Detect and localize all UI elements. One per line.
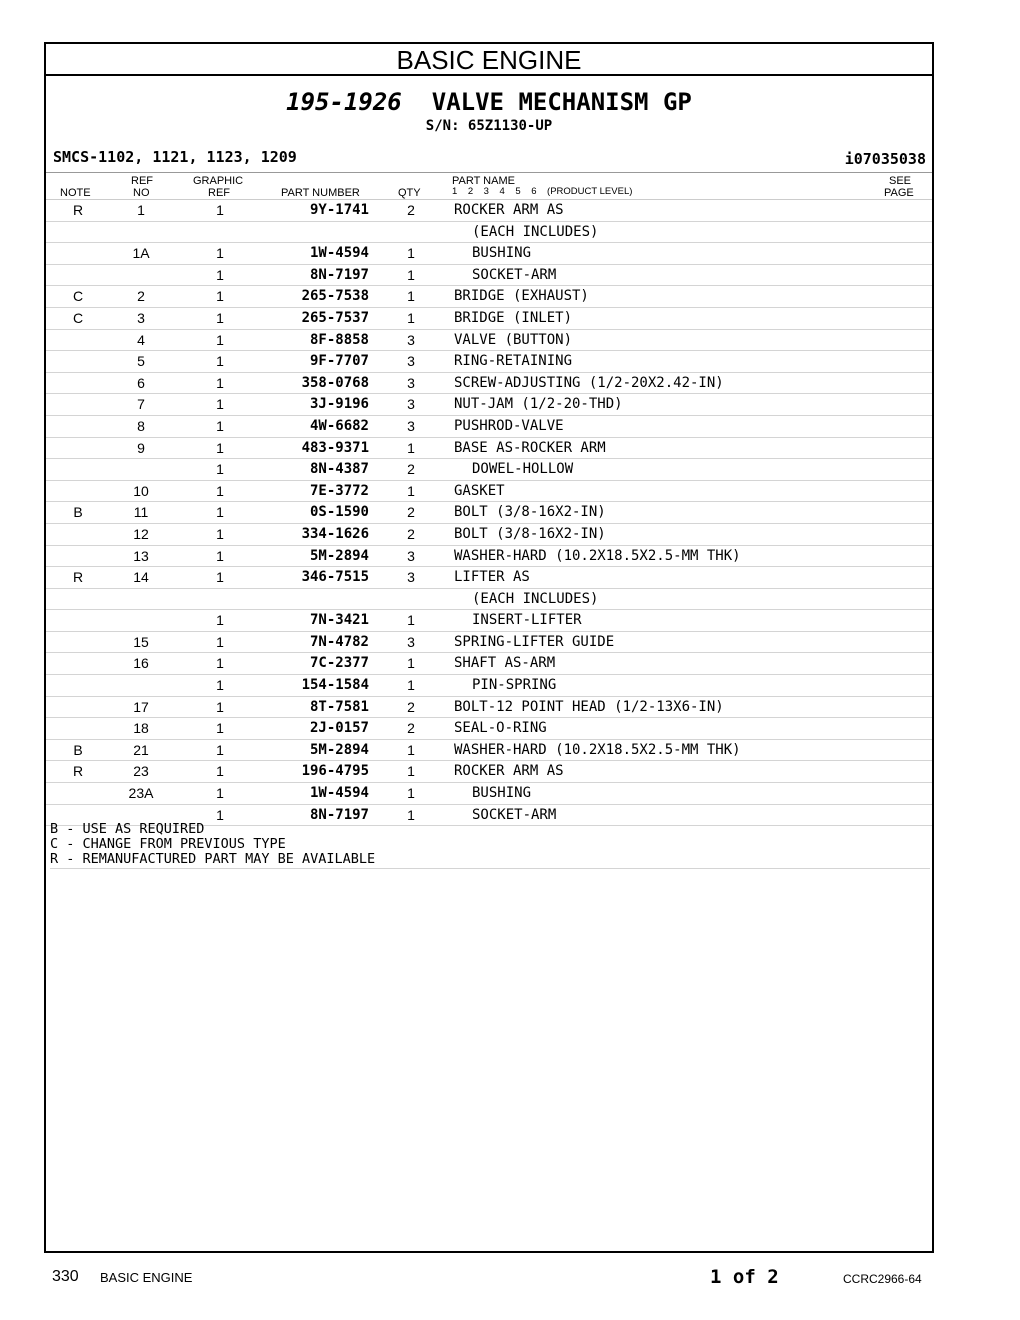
part-name-cell: LIFTER AS bbox=[454, 569, 530, 586]
ref-no-cell: 7 bbox=[137, 396, 145, 413]
graphic-ref-cell: 1 bbox=[216, 396, 224, 413]
note-cell: C bbox=[72, 288, 84, 305]
graphic-ref-cell: 1 bbox=[216, 677, 224, 694]
ref-no-cell: 8 bbox=[137, 417, 145, 434]
ref-no-cell: 10 bbox=[133, 482, 149, 499]
ref-no-cell: 16 bbox=[133, 655, 149, 672]
part-number-cell: 0S-1590 bbox=[309, 504, 369, 521]
part-name-cell: WASHER-HARD (10.2X18.5X2.5-MM THK) bbox=[454, 741, 741, 758]
table-row bbox=[46, 589, 932, 611]
table-row bbox=[46, 632, 932, 654]
serial-range: S/N: 65Z1130-UP bbox=[425, 118, 553, 134]
part-name-cell: PUSHROD-VALVE bbox=[454, 417, 564, 434]
ref-no-cell: 23A bbox=[128, 785, 154, 802]
ref-no-cell: 6 bbox=[137, 374, 145, 391]
part-number-cell: 265-7538 bbox=[301, 288, 369, 305]
part-name-cell: BUSHING bbox=[472, 785, 532, 802]
part-number-cell: 8N-7197 bbox=[309, 266, 369, 283]
part-name-cell: SOCKET-ARM bbox=[472, 806, 557, 823]
table-row bbox=[46, 416, 932, 438]
part-number-cell: 7C-2377 bbox=[309, 655, 369, 672]
note-cell: R bbox=[72, 763, 84, 780]
graphic-ref-cell: 1 bbox=[216, 202, 224, 218]
parts-table bbox=[46, 200, 932, 826]
graphic-ref-cell: 1 bbox=[216, 417, 224, 434]
header-see-bottom: PAGE bbox=[884, 187, 914, 199]
table-row bbox=[46, 697, 932, 719]
ref-no-cell: 21 bbox=[133, 741, 149, 758]
part-number-cell: 334-1626 bbox=[301, 525, 369, 542]
qty-cell: 1 bbox=[407, 677, 415, 694]
qty-cell: 1 bbox=[407, 763, 415, 780]
part-name-cell: RING-RETAINING bbox=[454, 353, 573, 370]
ref-no-cell: 9 bbox=[137, 439, 145, 456]
qty-cell: 3 bbox=[407, 569, 415, 586]
part-name-cell: BASE AS-ROCKER ARM bbox=[454, 439, 606, 456]
table-row bbox=[46, 265, 932, 287]
part-number-cell: 3J-9196 bbox=[309, 396, 369, 413]
graphic-ref-cell: 1 bbox=[216, 525, 224, 542]
graphic-ref-cell: 1 bbox=[216, 353, 224, 370]
table-row bbox=[46, 222, 932, 244]
part-name-cell: SHAFT AS-ARM bbox=[454, 655, 556, 672]
part-number-cell: 8T-7581 bbox=[309, 698, 369, 715]
footer-code: CCRC2966-64 bbox=[843, 1272, 922, 1286]
part-number-cell: 5M-2894 bbox=[309, 547, 369, 564]
footer-section: BASIC ENGINE bbox=[100, 1270, 193, 1285]
table-row bbox=[46, 330, 932, 352]
table-row bbox=[46, 610, 932, 632]
ref-no-cell: 3 bbox=[137, 309, 145, 326]
qty-cell: 2 bbox=[407, 504, 415, 521]
graphic-ref-cell: 1 bbox=[216, 309, 224, 326]
part-name-cell: SPRING-LIFTER GUIDE bbox=[454, 633, 615, 650]
note-r: R - REMANUFACTURED PART MAY BE AVAILABLE bbox=[50, 851, 376, 867]
table-row bbox=[46, 200, 932, 222]
table-row bbox=[46, 718, 932, 740]
graphic-ref-cell: 1 bbox=[216, 288, 224, 305]
graphic-ref-cell: 1 bbox=[216, 504, 224, 521]
qty-cell: 2 bbox=[407, 202, 415, 218]
illustration-id: i07035038 bbox=[844, 150, 926, 168]
ref-no-cell: 2 bbox=[137, 288, 145, 305]
note-cell: C bbox=[72, 309, 84, 326]
table-row bbox=[46, 438, 932, 460]
qty-cell: 3 bbox=[407, 331, 415, 348]
ref-no-cell: 15 bbox=[133, 633, 149, 650]
graphic-ref-cell: 1 bbox=[216, 612, 224, 629]
section-title: BASIC ENGINE bbox=[46, 44, 932, 76]
graphic-ref-cell: 1 bbox=[216, 806, 224, 823]
table-row bbox=[46, 373, 932, 395]
qty-cell: 1 bbox=[407, 245, 415, 262]
qty-cell: 1 bbox=[407, 655, 415, 672]
note-cell: B bbox=[73, 504, 83, 521]
part-name-cell: BUSHING bbox=[472, 245, 532, 262]
part-number-cell: 358-0768 bbox=[301, 374, 369, 391]
qty-cell: 2 bbox=[407, 525, 415, 542]
graphic-ref-cell: 1 bbox=[216, 331, 224, 348]
table-row bbox=[46, 675, 932, 697]
part-number-cell: 1W-4594 bbox=[309, 785, 369, 802]
qty-cell: 1 bbox=[407, 741, 415, 758]
part-name-cell: SCREW-ADJUSTING (1/2-20X2.42-IN) bbox=[454, 374, 724, 391]
table-row bbox=[46, 394, 932, 416]
footer-page-of: 1 of 2 bbox=[710, 1266, 779, 1288]
part-name-cell: (EACH INCLUDES) bbox=[472, 590, 599, 607]
table-row bbox=[46, 524, 932, 546]
smcs-codes: SMCS-1102, 1121, 1123, 1209 bbox=[53, 148, 297, 166]
part-number-cell: 8N-4387 bbox=[309, 461, 369, 478]
part-number-cell: 7E-3772 bbox=[309, 482, 369, 499]
part-number-cell: 8N-7197 bbox=[309, 806, 369, 823]
graphic-ref-cell: 1 bbox=[216, 439, 224, 456]
qty-cell: 3 bbox=[407, 396, 415, 413]
qty-cell: 1 bbox=[407, 288, 415, 305]
graphic-ref-cell: 1 bbox=[216, 245, 224, 262]
qty-cell: 1 bbox=[407, 785, 415, 802]
part-name-cell: WASHER-HARD (10.2X18.5X2.5-MM THK) bbox=[454, 547, 741, 564]
part-name-cell: ROCKER ARM AS bbox=[454, 763, 564, 780]
part-name-cell: DOWEL-HOLLOW bbox=[472, 461, 574, 478]
graphic-ref-cell: 1 bbox=[216, 655, 224, 672]
note-cell: R bbox=[72, 202, 84, 218]
ref-no-cell: 17 bbox=[133, 698, 149, 715]
note-cell: B bbox=[73, 741, 83, 758]
table-row bbox=[46, 740, 932, 762]
part-number-cell: 1W-4594 bbox=[309, 245, 369, 262]
table-row bbox=[46, 286, 932, 308]
part-number-cell: 4W-6682 bbox=[309, 417, 369, 434]
note-cell: R bbox=[72, 569, 84, 586]
part-number-cell: 9F-7707 bbox=[309, 353, 369, 370]
header-ref-bottom: NO bbox=[133, 187, 150, 199]
graphic-ref-cell: 1 bbox=[216, 763, 224, 780]
ref-no-cell: 14 bbox=[133, 569, 149, 586]
qty-cell: 2 bbox=[407, 461, 415, 478]
table-row bbox=[46, 308, 932, 330]
part-number-cell: 346-7515 bbox=[301, 569, 369, 586]
group-number: 195-1926 bbox=[286, 88, 402, 116]
graphic-ref-cell: 1 bbox=[216, 698, 224, 715]
part-name-cell: BOLT (3/8-16X2-IN) bbox=[454, 525, 606, 542]
qty-cell: 1 bbox=[407, 806, 415, 823]
table-row bbox=[46, 459, 932, 481]
part-number-cell: 265-7537 bbox=[301, 309, 369, 326]
header-ref-top: REF bbox=[131, 175, 153, 187]
qty-cell: 2 bbox=[407, 720, 415, 737]
header-qty: QTY bbox=[398, 187, 421, 199]
part-name-cell: NUT-JAM (1/2-20-THD) bbox=[454, 396, 623, 413]
qty-cell: 1 bbox=[407, 266, 415, 283]
part-number-cell: 7N-4782 bbox=[309, 633, 369, 650]
table-row bbox=[46, 653, 932, 675]
graphic-ref-cell: 1 bbox=[216, 633, 224, 650]
part-name-cell: PIN-SPRING bbox=[472, 677, 557, 694]
part-name-cell: BRIDGE (INLET) bbox=[454, 309, 573, 326]
graphic-ref-cell: 1 bbox=[216, 547, 224, 564]
part-name-cell: GASKET bbox=[454, 482, 505, 499]
qty-cell: 1 bbox=[407, 309, 415, 326]
ref-no-cell: 12 bbox=[133, 525, 149, 542]
table-row bbox=[46, 567, 932, 589]
part-name-cell: BOLT-12 POINT HEAD (1/2-13X6-IN) bbox=[454, 698, 724, 715]
qty-cell: 1 bbox=[407, 612, 415, 629]
header-graphic-top: GRAPHIC bbox=[193, 175, 244, 187]
table-row bbox=[46, 761, 932, 783]
part-number-cell: 196-4795 bbox=[301, 763, 369, 780]
ref-no-cell: 1 bbox=[137, 202, 145, 218]
ref-no-cell: 1A bbox=[132, 245, 150, 262]
part-number-cell: 483-9371 bbox=[301, 439, 369, 456]
ref-no-cell: 5 bbox=[137, 353, 145, 370]
ref-no-cell: 23 bbox=[133, 763, 149, 780]
notes-legend bbox=[50, 822, 930, 869]
table-row bbox=[46, 502, 932, 524]
table-row bbox=[46, 783, 932, 805]
part-name-cell: SOCKET-ARM bbox=[472, 266, 557, 283]
group-name: VALVE MECHANISM GP bbox=[431, 88, 692, 116]
table-row bbox=[46, 481, 932, 503]
graphic-ref-cell: 1 bbox=[216, 461, 224, 478]
part-name-cell: BOLT (3/8-16X2-IN) bbox=[454, 504, 606, 521]
page-frame bbox=[44, 42, 934, 1253]
qty-cell: 2 bbox=[407, 698, 415, 715]
graphic-ref-cell: 1 bbox=[216, 482, 224, 499]
part-name-cell: ROCKER ARM AS bbox=[454, 202, 564, 218]
qty-cell: 1 bbox=[407, 439, 415, 456]
note-b: B - USE AS REQUIRED bbox=[50, 821, 205, 837]
qty-cell: 3 bbox=[407, 547, 415, 564]
qty-cell: 3 bbox=[407, 353, 415, 370]
part-name-cell: SEAL-O-RING bbox=[454, 720, 547, 737]
table-row bbox=[46, 243, 932, 265]
part-name-cell: (EACH INCLUDES) bbox=[472, 223, 599, 240]
header-part-number: PART NUMBER bbox=[281, 187, 360, 199]
qty-cell: 3 bbox=[407, 633, 415, 650]
header-part-name: PART NAME bbox=[452, 175, 515, 187]
footer-page-number: 330 bbox=[52, 1268, 79, 1285]
ref-no-cell: 18 bbox=[133, 720, 149, 737]
ref-no-cell: 4 bbox=[137, 331, 145, 348]
graphic-ref-cell: 1 bbox=[216, 785, 224, 802]
part-number-cell: 2J-0157 bbox=[309, 720, 369, 737]
part-number-cell: 7N-3421 bbox=[309, 612, 369, 629]
qty-cell: 3 bbox=[407, 417, 415, 434]
qty-cell: 3 bbox=[407, 374, 415, 391]
graphic-ref-cell: 1 bbox=[216, 720, 224, 737]
part-name-cell: INSERT-LIFTER bbox=[472, 612, 582, 629]
header-see-top: SEE bbox=[889, 175, 912, 187]
header-product-level: 1 2 3 4 5 6 (PRODUCT LEVEL) bbox=[452, 186, 633, 197]
part-name-cell: BRIDGE (EXHAUST) bbox=[454, 288, 589, 305]
graphic-ref-cell: 1 bbox=[216, 266, 224, 283]
ref-no-cell: 13 bbox=[133, 547, 149, 564]
part-number-cell: 5M-2894 bbox=[309, 741, 369, 758]
group-title bbox=[46, 88, 932, 116]
graphic-ref-cell: 1 bbox=[216, 374, 224, 391]
part-number-cell: 154-1584 bbox=[301, 677, 369, 694]
table-row bbox=[46, 546, 932, 568]
graphic-ref-cell: 1 bbox=[216, 569, 224, 586]
header-note: NOTE bbox=[60, 187, 91, 199]
header-graphic-bottom: REF bbox=[208, 187, 230, 199]
table-header bbox=[46, 172, 932, 200]
note-c: C - CHANGE FROM PREVIOUS TYPE bbox=[50, 836, 286, 852]
ref-no-cell: 11 bbox=[133, 504, 149, 521]
table-row bbox=[46, 351, 932, 373]
qty-cell: 1 bbox=[407, 482, 415, 499]
part-number-cell: 8F-8858 bbox=[309, 331, 369, 348]
part-name-cell: VALVE (BUTTON) bbox=[454, 331, 573, 348]
graphic-ref-cell: 1 bbox=[216, 741, 224, 758]
part-number-cell: 9Y-1741 bbox=[309, 202, 369, 218]
